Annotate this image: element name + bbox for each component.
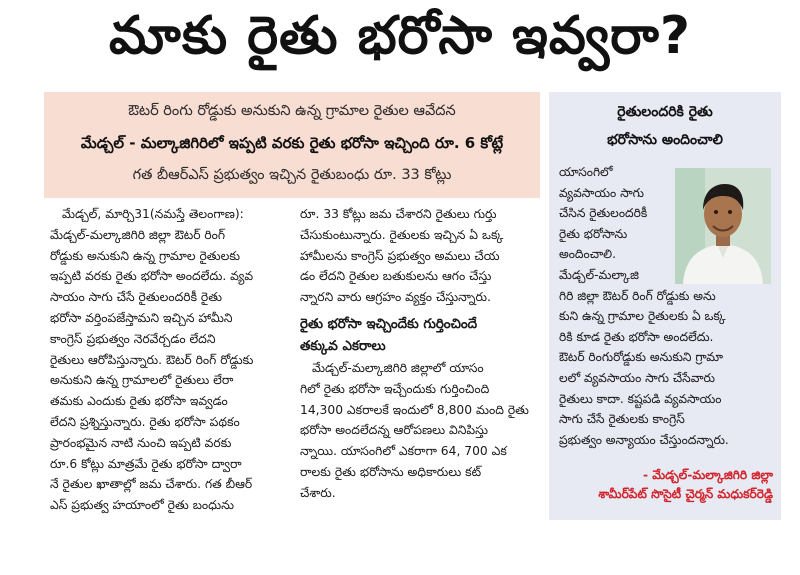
deck-box: [44, 92, 540, 198]
article-paragraph: రూ. 33 కోట్లు జమ చేశారని రైతులు గుర్తు చేసుకుంటున్నారు. రైతులకు ఇచ్చిన ఏ ఒక్క హామీలను కాంగ్రెస్ ప్రభుత్వం అమలు చేయ డం లేదని రైతుల బతుకులను ఆగం చేస్తు న్నారని వారు ఆగ్రహం వ్యక్తం చేస్తున్నారు.: [300, 207, 504, 305]
sidebar-quote: యాసంగిలో వ్యవసాయం సాగు చేసిన రైతులందరికీ రైతు భరోసాను అందించాలి. మేడ్చల్-మల్కాజి గిరి జిల్లా ఔటర్ రింగ్ రోడ్డుకు అను కుని ఉన్న గ్రామాల రైతులకు ఏ ఒక్క రికి కూడ రైతు భరోసా అందలేదు. ఔటర్ రింగురోడ్డుకు అనుకుని గ్రామా లలో వ్యవసాయం సాగు చేసేవారు రైతులు కాదా. కష్టపడి వ్యవసాయం సాగు చేసే రైతులకు కాంగ్రెస్ ప్రభుత్వం అన్యాయం చేస్తుందన్నారు.: [559, 165, 729, 447]
headline: మాకు రైతు భరోసా ఇవ్వరా?: [108, 5, 692, 66]
sidebar-title: రైతులందరికి రైతు భరోసాను అందించాలి: [607, 104, 723, 148]
sidebar-box: [549, 92, 781, 520]
article-column-1: [50, 204, 288, 516]
deck-line-1: ఔటర్ రింగు రోడ్డుకు అనుకుని ఉన్న గ్రామాల రైతుల ఆవేదన: [128, 103, 456, 120]
deck-line-2: మేడ్చల్ - మల్కాజిగిరిలో ఇప్పటి వరకు రైతు భరోసా ఇచ్చింది రూ. 6 కోట్లే: [80, 133, 504, 152]
article-paragraph: మేడ్చల్-మల్కాజిగిరి జిల్లాలో యాసం గిలో రైతు భరోసా ఇచ్చేందుకు గుర్తించింది 14,300 ఎకరాలకే ఇందులో 8,800 మంది రైతు భరోసా అందలేదన్న ఆరోపణలు వినిపిస్తు న్నాయి. యాసంగిలో ఎకరాగా 64, 700 ఎక రాలకు రైతు భరోసాను అధికారులు కట్ చేశారు.: [300, 360, 529, 500]
sidebar-credit: - మేడ్చల్-మల్కాజిగిరి జిల్లా శామీర్‌పేట్ సొసైటీ చైర్మన్ మధుకర్‌రెడ్డి: [598, 468, 773, 501]
article-paragraph: మేడ్చల్, మార్చి31(నమస్తే తెలంగాణ): మేడ్చల్-మల్కాజిగిరి జిల్లా ఔటర్ రింగ్ రోడ్డుకు అనుకుని ఉన్న గ్రామాల రైతులకు ఇప్పటి వరకు రైతు భరోసా అందలేదు. వ్యవ సాయం సాగు చేసే రైతులందరికీ రైతు భరోసా వర్తింపజేస్తామని ఇచ్చిన హామీని కాంగ్రెస్ ప్రభుత్వం నెరవేర్చడం లేదని రైతులు ఆరోపిస్తున్నారు. ఔటర్ రింగ్ రోడ్డుకు అనుకుని ఉన్న గ్రామాలలో రైతులు లేరా తమకు ఎందుకు రైతు భరోసా ఇవ్వడం లేదని ప్రశ్నిస్తున్నారు. రైతు భరోసా పథకం ప్రారంభమైన నాటి నుంచి ఇప్పటి వరకు రూ.6 కోట్లు మాత్రమే రైతు భరోసా ద్వారా నే రైతుల ఖాతాల్లో జమ చేశారు. గత బీఆర్ ఎస్ ప్రభుత్వ హయాంలో రైతు బంధును: [50, 207, 254, 513]
article-column-2: [300, 204, 540, 504]
article-subhead: రైతు భరోసా ఇచ్చిందేకు గుర్తించిందే తక్కువ ఎకరాలు: [300, 316, 478, 354]
deck-line-3: గత బీఆర్ఎస్ ప్రభుత్వం ఇచ్చిన రైతుబంధు రూ. 33 కోట్లు: [132, 166, 452, 183]
